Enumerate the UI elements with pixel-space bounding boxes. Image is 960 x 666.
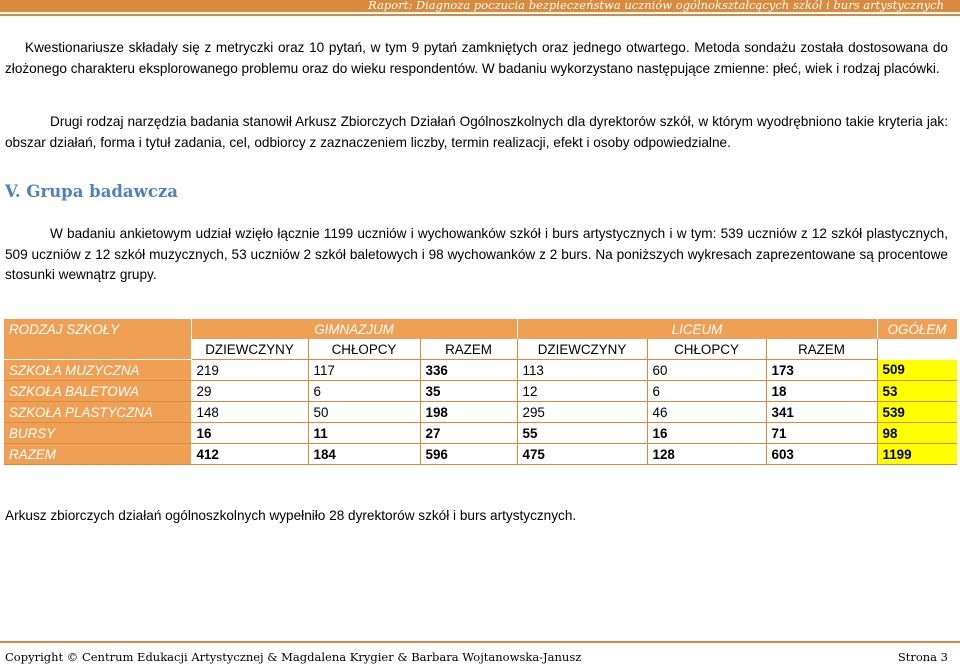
subheader-blank [4,339,191,360]
section-heading: V. Grupa badawcza [5,182,178,201]
paragraph-research-group: W badaniu ankietowym udział wzięło łącznie 1199 uczniów i wychowanków szkół i burs artystycznych i w tym: 539 uczniów z 12 szkół plastycznych, 509 uczniów z 12 szkół muzycznych, 53 uczniów 2 szkół baletowych i 98 wychowanków z 2 burs. Na poniższych wykresach zaprezentowane są procentowe stosunki wewnątrz grupy. [5,226,948,282]
school-type-header: RODZAJ SZKOŁY [4,319,191,339]
cell-gym-boys: 50 [308,402,420,423]
cell-lyc-girls: 295 [517,402,647,423]
subheader-together: RAZEM [420,339,517,360]
cell-lyc-total: 603 [766,444,877,465]
table-row [4,444,957,465]
row-label: SZKOŁA MUZYCZNA [4,360,191,381]
cell-gym-girls: 219 [191,360,308,381]
row-label: RAZEM [4,444,191,465]
table-header-row [4,319,957,339]
table-row [4,423,957,444]
cell-overall-total: 539 [877,402,957,423]
cell-overall-total: 509 [877,360,957,381]
row-label: BURSY [4,423,191,444]
cell-gym-boys: 11 [308,423,420,444]
table-row [4,381,957,402]
subheader-girls: DZIEWCZYNY [191,339,308,360]
cell-gym-total: 198 [420,402,517,423]
cell-gym-girls: 16 [191,423,308,444]
footer-copyright: Copyright © Centrum Edukacji Artystycznej & Magdalena Krygier & Barbara Wojtanowska-Janusz [5,650,582,664]
header-rule [0,14,960,16]
cell-overall-total: 98 [877,423,957,444]
table-subheader-row [4,339,957,360]
row-label: SZKOŁA PLASTYCZNA [4,402,191,423]
paragraph-questionnaire: Kwestionariusze składały się z metryczki oraz 10 pytań, w tym 9 pytań zamkniętych oraz jednego otwartego. Metoda sondażu została dostosowana do złożonego charakteru eksplorowanego problemu oraz do wieku respondentów. W badaniu wykorzystano następujące zmienne: płeć, wiek i rodzaj placówki. [5,40,948,76]
table-row [4,360,957,381]
cell-gym-girls: 29 [191,381,308,402]
page-number: Strona 3 [897,650,948,664]
cell-gym-boys: 184 [308,444,420,465]
paragraph-directors: Arkusz zbiorczych działań ogólnoszkolnych wypełniło 28 dyrektorów szkół i burs artystycznych. [5,508,577,523]
cell-gym-boys: 117 [308,360,420,381]
cell-gym-total: 27 [420,423,517,444]
cell-lyc-boys: 6 [647,381,766,402]
cell-overall-total: 1199 [877,444,957,465]
cell-gym-girls: 412 [191,444,308,465]
gymnasium-header: GIMNAZJUM [191,319,517,339]
cell-lyc-boys: 46 [647,402,766,423]
cell-lyc-girls: 113 [517,360,647,381]
cell-lyc-total: 341 [766,402,877,423]
cell-gym-boys: 6 [308,381,420,402]
cell-gym-girls: 148 [191,402,308,423]
row-label: SZKOŁA BALETOWA [4,381,191,402]
cell-lyc-total: 18 [766,381,877,402]
cell-gym-total: 35 [420,381,517,402]
subheader-boys: CHŁOPCY [308,339,420,360]
cell-lyc-girls: 12 [517,381,647,402]
respondents-table [4,319,958,465]
subheader-total-blank [877,339,957,360]
subheader-boys: CHŁOPCY [647,339,766,360]
cell-lyc-girls: 475 [517,444,647,465]
paragraph-second-tool: Drugi rodzaj narzędzia badania stanowił Arkusz Zbiorczych Działań Ogólnoszkolnych dla dyrektorów szkół, w którym wyodrębniono takie kryteria jak: obszar działań, forma i tytuł zadania, cel, odbiorcy z zaznaczeniem liczby, termin realizacji, efekt i osoby odpowiedzialne. [5,114,948,150]
cell-lyc-boys: 128 [647,444,766,465]
total-header: OGÓŁEM [877,319,957,339]
cell-lyc-girls: 55 [517,423,647,444]
report-title: Raport: Diagnoza poczucia bezpieczeństwa uczniów ogólnokształcących szkół i burs artystycznych [368,0,944,12]
subheader-girls: DZIEWCZYNY [517,339,647,360]
cell-lyc-boys: 16 [647,423,766,444]
table-row [4,402,957,423]
lyceum-header: LICEUM [517,319,877,339]
subheader-together: RAZEM [766,339,877,360]
cell-lyc-total: 71 [766,423,877,444]
cell-overall-total: 53 [877,381,957,402]
cell-gym-total: 336 [420,360,517,381]
cell-gym-total: 596 [420,444,517,465]
cell-lyc-total: 173 [766,360,877,381]
header-band [0,0,960,12]
footer-rule [0,641,960,643]
cell-lyc-boys: 60 [647,360,766,381]
